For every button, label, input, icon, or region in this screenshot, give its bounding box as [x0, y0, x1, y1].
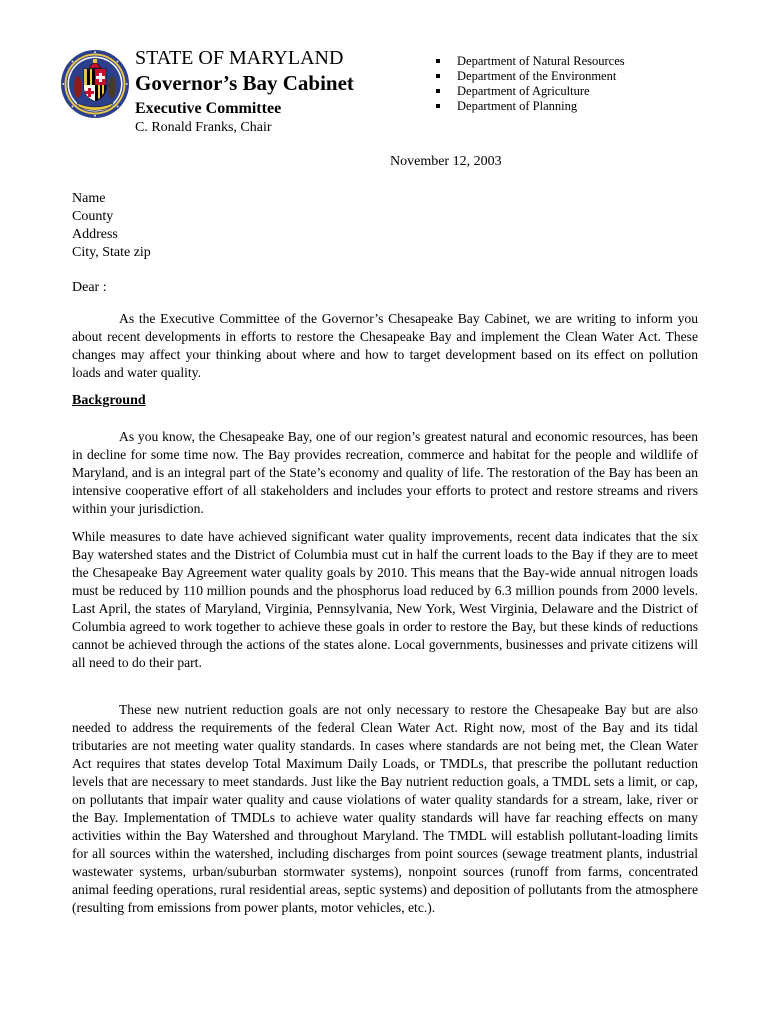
body-paragraph: These new nutrient reduction goals are not only necessary to restore the Chesapeake Bay but are also needed to address the requirements of the federal Clean Water Act. Right now, most of the Bay and its tidal tributaries are not meeting water quality standards. In cases where standards are not being met, the Clean Water Act requires that states develop Total Maximum Daily Loads, or TMDLs, that prescribe the pollutant reduction levels that are necessary to meet standards. Just like the Bay nutrient reduction goals, a TMDL sets a limit, or cap, on pollutants that impair water quality and cause violations of water quality standards for a stream, lake, river or the Bay. Implementation of TMDLs to achieve water quality standards will have far reaching effects on many activities within the Bay Watershed and throughout Maryland. The TMDL will establish pollutant-loading limits for all sources within the watershed, including discharges from point sources (sewage treatment plants, industrial wastewater systems, urban/suburban stormwater systems), nonpoint sources (runoff from farms, concentrated animal feeding operations, rural residential areas, septic systems) and deposition of pollutants from the atmosphere (resulting from emissions from power plants, motor vehicles, etc.).: [72, 702, 698, 915]
committee-name: Executive Committee: [135, 100, 282, 117]
department-item: Department of the Environment: [436, 69, 625, 84]
department-item: Department of Agriculture: [436, 84, 625, 99]
state-name: STATE OF MARYLAND: [135, 47, 344, 69]
letter-date: November 12, 2003: [390, 154, 502, 169]
letterhead: [135, 46, 354, 137]
department-item: Department of Planning: [436, 99, 625, 114]
body-paragraph: As you know, the Chesapeake Bay, one of our region’s greatest natural and economic resources, has been in decline for some time now. The Bay provides recreation, commerce and habitat for the people and wildlife of Maryland, and is an integral part of the State’s economy and quality of life. The restoration of the Bay has been an intensive cooperative effort of all stakeholders and includes your efforts to protect and restore streams and rivers within your jurisdiction.: [72, 429, 698, 516]
cabinet-name: Governor’s Bay Cabinet: [135, 71, 354, 95]
intro-paragraph: As the Executive Committee of the Governor’s Chesapeake Bay Cabinet, we are writing to inform you about recent developments in efforts to restore the Chesapeake Bay and implement the Clean Water Act. These changes may affect your thinking about where and how to target development based on its effect on pollution loads and water quality.: [72, 311, 698, 380]
address-line: Name: [72, 191, 106, 206]
department-item: Department of Natural Resources: [436, 54, 625, 69]
salutation: Dear :: [72, 280, 107, 295]
address-line: Address: [72, 227, 118, 242]
address-line: City, State zip: [72, 245, 151, 260]
chair-name: C. Ronald Franks, Chair: [135, 120, 272, 135]
address-line: County: [72, 209, 114, 224]
maryland-seal-logo: [60, 49, 130, 119]
section-heading: Background: [72, 393, 146, 408]
department-list: [436, 54, 625, 114]
body-paragraph: While measures to date have achieved significant water quality improvements, recent data indicates that the six Bay watershed states and the District of Columbia must cut in half the current loads to the Bay if they are to meet the Chesapeake Bay Agreement water quality goals by 2010. This means that the Bay-wide annual nitrogen loads must be reduced by 110 million pounds and the phosphorus load reduced by 6.3 million pounds from 2000 levels. Last April, the states of Maryland, Virginia, Pennsylvania, New York, West Virginia, Delaware and the District of Columbia agreed to work together to achieve these goals in order to restore the Bay, but these kinds of reductions cannot be achieved through the actions of the states alone. Local governments, businesses and private citizens will all need to do their part.: [72, 529, 698, 670]
recipient-address: [72, 190, 151, 262]
